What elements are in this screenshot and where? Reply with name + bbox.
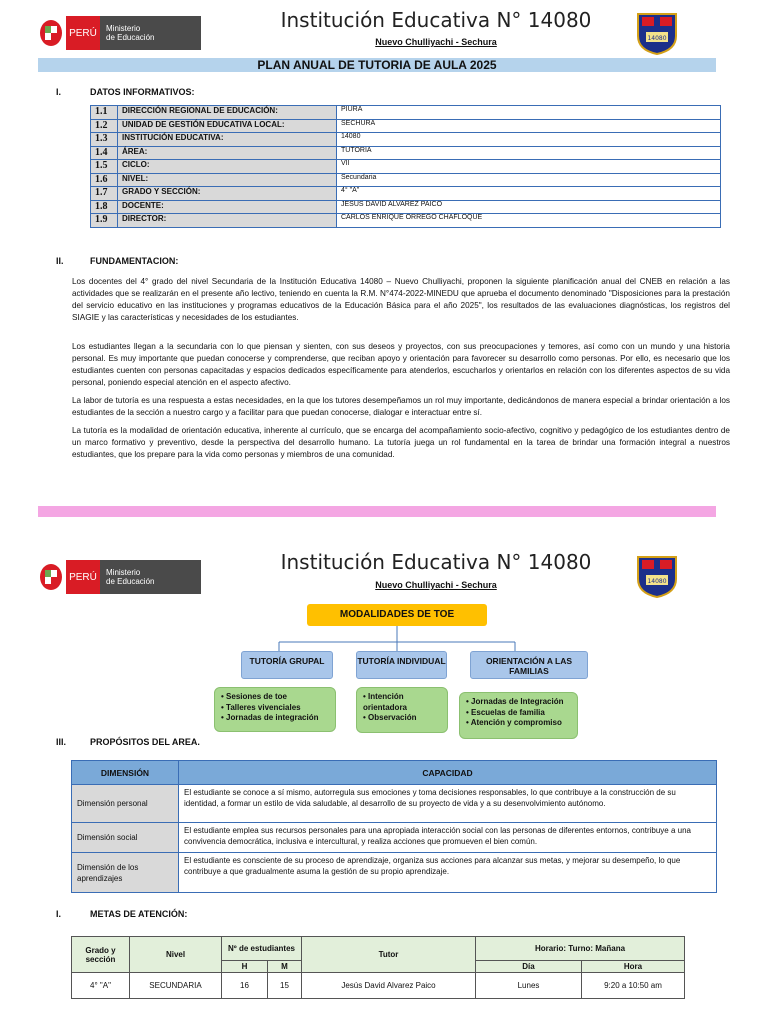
row-label: DOCENTE: bbox=[118, 200, 337, 214]
fundamentacion-p4: La tutoría es la modalidad de orientación educativa, inherente al currículo, que se encarga del acompañamiento socio-afectivo, cognitivo y pedagógico de los estudiantes dentro de un marco formativo y preventivo, desde la perspectiva del desarrollo humano. La tutoría juega un rol fundamental en la tarea de brindar una formación integral a nuestros estudiantes, que los prepare para la vida como personas y miembros de una comunidad. bbox=[72, 426, 730, 460]
row-label: NIVEL: bbox=[118, 173, 337, 187]
cell-nivel: SECUNDARIA bbox=[130, 973, 222, 999]
logo-ministry-line2-2: de Educación bbox=[106, 577, 155, 586]
row-label: GRADO Y SECCIÓN: bbox=[118, 187, 337, 201]
cell-dia: Lunes bbox=[476, 973, 582, 999]
diagram-title: MODALIDADES DE TOE bbox=[307, 604, 487, 626]
section-4-num: I. bbox=[56, 909, 62, 919]
row-value: CARLOS ENRIQUE ORREGO CHAFLOQUE bbox=[337, 214, 721, 228]
capacidad-cell: El estudiante es consciente de su proceso de aprendizaje, organiza sus acciones para alcanzar sus metas, y mejorar su desempeño, lo que contribuye a que gradualmente asuma la gestión de su propio aprendizaje. bbox=[179, 853, 717, 893]
h-m: M bbox=[268, 961, 302, 973]
row-number: 1.3 bbox=[91, 133, 118, 147]
h-nivel: Nivel bbox=[130, 937, 222, 973]
capacidad-cell: El estudiante se conoce a sí mismo, autorregula sus emociones y toma decisiones responsables, lo que contribuye a la construcción de su identidad, a formar un estilo de vida saludable, al desarrollo de su proyecto de vida y a su desenvolvimiento autónomo. bbox=[179, 785, 717, 823]
propositos-table bbox=[71, 760, 717, 893]
school-title: Institución Educativa N° 14080 bbox=[280, 8, 592, 32]
row-number: 1.7 bbox=[91, 187, 118, 201]
row-value: 14080 bbox=[337, 133, 721, 147]
row-value: Secundaria bbox=[337, 173, 721, 187]
leaf-item: • Talleres vivenciales bbox=[221, 703, 329, 714]
school-subtitle-2: Nuevo Chulliyachi - Sechura bbox=[375, 580, 497, 590]
leaf-tutoria-individual bbox=[356, 687, 448, 733]
section-1-title: DATOS INFORMATIVOS: bbox=[90, 87, 195, 97]
row-number: 1.2 bbox=[91, 119, 118, 133]
row-number: 1.5 bbox=[91, 160, 118, 174]
table-row bbox=[72, 785, 717, 823]
h-tutor: Tutor bbox=[302, 937, 476, 973]
row-value: PIURA bbox=[337, 106, 721, 120]
row-value: 4° "A" bbox=[337, 187, 721, 201]
col-dimension: DIMENSIÓN bbox=[72, 761, 179, 785]
row-label: CICLO: bbox=[118, 160, 337, 174]
table-row bbox=[72, 853, 717, 893]
fundamentacion-p2: Los estudiantes llegan a la secundaria con lo que piensan y sienten, con sus deseos y proyectos, con sus preocupaciones y temores, así como con un mundo y una historia personal. Es muy importante que puedan conocerse y comprenderse, que reciban apoyo y orientación para favorecer su desarrollo como personas. Por ello, es necesario que los estudiantes cuenten con personas capacitadas y espacios dedicados específicamente para atenderlos, escucharlos y orientarlos en relación con los diferentes aspectos de su vida personal, poniendo especial atención en el aspecto afectivo. bbox=[72, 342, 730, 388]
h-h: H bbox=[222, 961, 268, 973]
leaf-item: • Sesiones de toe bbox=[221, 692, 329, 703]
branch-tutoria-individual: TUTORÍA INDIVIDUAL bbox=[356, 651, 447, 679]
dimension-cell: Dimensión social bbox=[72, 823, 179, 853]
metas-table bbox=[71, 936, 685, 999]
leaf-item: • Escuelas de familia bbox=[466, 708, 571, 719]
h-horario: Horario: Turno: Mañana bbox=[476, 937, 685, 961]
leaf-item: • Intención orientadora bbox=[363, 692, 441, 713]
row-number: 1.4 bbox=[91, 146, 118, 160]
leaf-tutoria-grupal bbox=[214, 687, 336, 732]
section-3-title: PROPÓSITOS DEL AREA. bbox=[90, 737, 200, 747]
h-num-estudiantes: Nº de estudiantes bbox=[222, 937, 302, 961]
leaf-item: • Jornadas de Integración bbox=[466, 697, 571, 708]
section-3-num: III. bbox=[56, 737, 67, 747]
section-1-num: I. bbox=[56, 87, 62, 97]
section-2-num: II. bbox=[56, 256, 64, 266]
dimension-cell: Dimensión de los aprendizajes bbox=[72, 853, 179, 893]
section-3-heading bbox=[56, 737, 200, 747]
row-number: 1.6 bbox=[91, 173, 118, 187]
cell-grado: 4° "A" bbox=[72, 973, 130, 999]
school-title-2: Institución Educativa N° 14080 bbox=[280, 550, 592, 574]
leaf-item: • Atención y compromiso bbox=[466, 718, 571, 729]
school-subtitle: Nuevo Chulliyachi - Sechura bbox=[375, 37, 497, 47]
fundamentacion-p1: Los docentes del 4° grado del nivel Secundaria de la Institución Educativa 14080 – Nuevo Chulliyachi, proponen la siguiente planificación anual del CNEB en relación a las actividades que se realizarán en el presente año lectivo, teniendo en cuenta la R.M. N°474-2022-MINEDU que aprueba el documento denominado "Disposiciones para la prestación del servicio educativo en las instituciones y programas educativos de la Educación Básica para el año 2025", los resultados de las evaluaciones diagnósticas, los registros del SIAGIE y las características y necesidades de los estudiantes. bbox=[72, 277, 730, 323]
branch-orientacion-familias: ORIENTACIÓN A LAS FAMILIAS bbox=[470, 651, 588, 679]
table-row bbox=[72, 973, 685, 999]
crest-number-2: 14080 bbox=[647, 578, 667, 585]
leaf-item: • Jornadas de integración bbox=[221, 713, 329, 724]
capacidad-cell: El estudiante emplea sus recursos personales para una apropiada interacción social con las personas de diferentes entornos, contribuye a una convivencia democrática, inclusiva e intercultural, y realiza acciones que promueven el bien común. bbox=[179, 823, 717, 853]
row-value: VII bbox=[337, 160, 721, 174]
logo-peru-label: PERÚ bbox=[66, 16, 100, 50]
section-2-title: FUNDAMENTACION: bbox=[90, 256, 179, 266]
row-value: SECHURA bbox=[337, 119, 721, 133]
h-grado: Grado y sección bbox=[72, 937, 130, 973]
branch-tutoria-grupal: TUTORÍA GRUPAL bbox=[241, 651, 333, 679]
crest-number: 14080 bbox=[647, 35, 667, 42]
logo-ministry-line1-2: Ministerio bbox=[106, 568, 141, 577]
plan-title: PLAN ANUAL DE TUTORIA DE AULA 2025 bbox=[38, 58, 716, 72]
cell-m: 15 bbox=[268, 973, 302, 999]
section-4-heading bbox=[56, 909, 187, 919]
row-value: JESUS DAVID ALVAREZ PAICO bbox=[337, 200, 721, 214]
cell-hora: 9:20 a 10:50 am bbox=[582, 973, 685, 999]
leaf-orientacion-familias bbox=[459, 692, 578, 739]
leaf-item: • Observación bbox=[363, 713, 441, 724]
logo-ministry-line2: de Educación bbox=[106, 33, 155, 42]
h-hora: Hora bbox=[582, 961, 685, 973]
row-number: 1.1 bbox=[91, 106, 118, 120]
dimension-cell: Dimensión personal bbox=[72, 785, 179, 823]
cell-tutor: Jesús David Alvarez Paico bbox=[302, 973, 476, 999]
cell-h: 16 bbox=[222, 973, 268, 999]
logo-peru-label-2: PERÚ bbox=[66, 560, 100, 594]
logo-ministry-line1: Ministerio bbox=[106, 24, 141, 33]
section-4-title: METAS DE ATENCIÓN: bbox=[90, 909, 188, 919]
row-label: UNIDAD DE GESTIÓN EDUCATIVA LOCAL: bbox=[118, 119, 337, 133]
row-number: 1.9 bbox=[91, 214, 118, 228]
fundamentacion-p3: La labor de tutoría es una respuesta a estas necesidades, en la que los tutores desempeñamos un rol muy importante, dedicándonos de manera especial a brindar orientación a los estudiantes de la sección a nuestro cargo y a facilitar para que puedan conocerse, dialogar e interactuar entre sí. bbox=[72, 396, 730, 418]
row-number: 1.8 bbox=[91, 200, 118, 214]
row-label: DIRECCIÓN REGIONAL DE EDUCACIÓN: bbox=[118, 106, 337, 120]
row-label: ÁREA: bbox=[118, 146, 337, 160]
row-value: TUTORIA bbox=[337, 146, 721, 160]
col-capacidad: CAPACIDAD bbox=[179, 761, 717, 785]
table-row bbox=[72, 823, 717, 853]
row-label: DIRECTOR: bbox=[118, 214, 337, 228]
row-label: INSTITUCIÓN EDUCATIVA: bbox=[118, 133, 337, 147]
h-dia: Día bbox=[476, 961, 582, 973]
